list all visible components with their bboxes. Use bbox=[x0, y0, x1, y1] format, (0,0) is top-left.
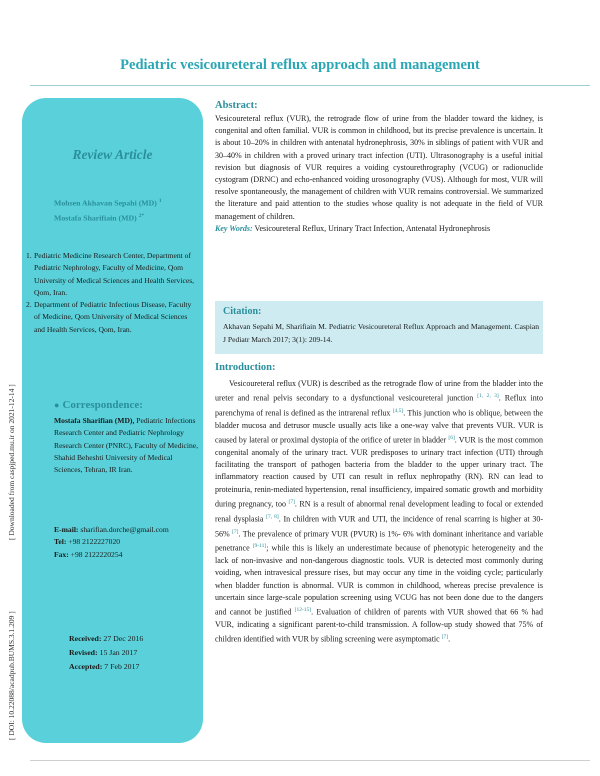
citation-ref: [7, 8] bbox=[266, 513, 279, 520]
citation-ref: [1, 2, 3] bbox=[477, 393, 499, 400]
revised-date: Revised: 15 Jan 2017 bbox=[69, 648, 138, 657]
article-dates bbox=[69, 632, 143, 674]
introduction-heading: Introduction: bbox=[215, 362, 276, 373]
citation-text: Akhavan Sepahi M, Sharifiain M. Pediatric Vesicoureteral Reflux Approach and Management. Caspian J Pediatr March 2017; 3(1): 209-14. bbox=[223, 322, 539, 344]
citation-ref: [12-15] bbox=[294, 607, 312, 614]
abstract-heading: Abstract: bbox=[215, 100, 258, 111]
citation-ref: [7] bbox=[441, 634, 449, 641]
page-title: Pediatric vesicoureteral reflux approach and management bbox=[120, 57, 480, 73]
citation-ref: [9-11] bbox=[252, 543, 267, 550]
intro-text-segment: . This junction who is oblique, between the bladder mucosa and detrusor muscle usually acts like a one-way valve that prevents VUR. VUR is caused by lateral or proximal dystopia of the orifice of ureter in bladder bbox=[215, 408, 543, 445]
keywords: Key Words: Vesicoureteral Reflux, Urinary Tract Infection, Antenatal Hydronephrosis bbox=[215, 223, 491, 233]
intro-text-segment: . The prevalence of primary VUR (PVUR) is 1%- 6% with dominant inheritance and variable penetrance bbox=[215, 529, 543, 554]
received-date: Received: 27 Dec 2016 bbox=[69, 634, 144, 643]
tel-line: Tel: +98 2122227020 bbox=[54, 537, 121, 547]
intro-text-segment: . Reflux into parenchyma of renal is defined as the intrarenal reflux bbox=[215, 393, 543, 418]
intro-text-segment: . RN is a result of abnormal renal development leading to focal or extended renal dysplasia bbox=[215, 499, 543, 524]
email-line: E-mail: sharifian.dorche@gmail.com bbox=[54, 525, 169, 534]
intro-text-segment: . bbox=[448, 634, 451, 644]
title-divider bbox=[30, 85, 590, 86]
accepted-date: Accepted: 7 Feb 2017 bbox=[69, 662, 140, 671]
author-2: Mostafa Sharifiain (MD) $^{2*}$ bbox=[54, 212, 145, 223]
correspondence-text: Mostafa Sharifian (MD), Pediatric Infections Research Center and Pediatric Nephrology Research Center (PNRC), Faculty of Medicine, Shahid Beheshti University of Medical Sciences, Tehran, IR Iran. bbox=[54, 416, 199, 475]
citation-ref: [7] bbox=[288, 498, 295, 505]
affiliations bbox=[26, 250, 196, 336]
fax-line: Fax: +98 2122220254 bbox=[54, 549, 123, 559]
article-type: Review Article bbox=[72, 147, 153, 162]
intro-text-segment: . VUR is the most common congenital anomaly of the urinary tract. VUR predisposes to urinary tract infection (UTI) through facilitating the transport of pathogen bacteria from the bladder to the upper urinary tract. The inflammatory reaction caused by UTI can result in reflux nephropathy (RN). RN can lead to proteinuria, renin-mediated hypertension, renal insufficiency, impaired somatic growth and morbidity during pregnancy, too bbox=[215, 435, 543, 509]
footer-rule bbox=[30, 760, 590, 761]
correspondence-heading: ● Correspondence: bbox=[54, 399, 143, 411]
citation-ref: [4,5] bbox=[392, 408, 404, 415]
download-note: [ Downloaded from caspjped.mu.ir on 2021-12-14 ] bbox=[7, 384, 16, 540]
contact-info bbox=[54, 524, 169, 561]
abstract-body bbox=[215, 113, 543, 235]
citation-ref: [6] bbox=[448, 435, 455, 442]
affiliation-2: 2. Department of Pediatric Infectious Disease, Faculty of Medicine, Qom University of Medical Sciences and Health Services, Qom, Iran. bbox=[26, 300, 192, 334]
affiliation-1: 1. Pediatric Medicine Research Center, Department of Pediatric Nephrology, Faculty of Medicine, Qom University of Medical Sciences and Health Services, Qom, Iran. bbox=[26, 251, 195, 297]
introduction-body bbox=[215, 378, 543, 646]
introduction-paragraph bbox=[215, 378, 543, 646]
intro-text-segment: Vesicoureteral reflux (VUR) is described as the retrograde flow of urine from the bladder into the ureter and renal pelvis secondary to a dysfunctional vesicoureteral junction bbox=[215, 379, 543, 403]
author-1: Mohsen Akhavan Sepahi (MD) $^1$ bbox=[54, 198, 162, 208]
citation-heading: Citation: bbox=[223, 306, 262, 317]
citation-ref: [7] bbox=[232, 528, 239, 535]
abstract-text: Vesicoureteral reflux (VUR), the retrograde flow of urine from the bladder toward the kidney, is congenital and often familial. VUR is common in childhood, but its precise prevalence is uncertain. It is about 10–20% in children with antenatal hydronephrosis, 30% in siblings of patient with VUR and 30–40% in children with a proved urinary tract infection (UTI). Ultrasonography is a useful initial revision but diagnosis of VUR requires a voiding cystourethrography (VCUG) or radionuclide cystogram (DRNC) and echo-enhanced voiding urosonography (VUS). Although for most, VUR will resolve spontaneously, the management of children with VUR remains controversial. We summarized the literature and paid attention to the studies whose quality is not adequate in the field of VUR management of children. bbox=[215, 114, 543, 221]
intro-text-segment: . In children with VUR and UTI, the incidence of renal scarring is higher at 30-56% bbox=[215, 514, 543, 539]
intro-text-segment: . Evaluation of children of parents with VUR showed that 66 % had VUR, indicating a significant parent-to-child transmission. A follow-up study showed that 75% of children identified with VUR by sibling screening were asymptomatic bbox=[215, 607, 543, 644]
bullet-icon: ● bbox=[54, 400, 60, 410]
doi-note: [ DOI: 10.22088/acadpub.BUMS.3.1.209 ] bbox=[7, 611, 16, 740]
intro-text-segment: ; while this is likely an underestimate because of phenotypic heterogeneity and the lack of non-invasive and non-dangerous diagnostic tools. VUR is detected most commonly during voiding, when intravesical pressure rises, but may occur any time in the voiding cycle; particularly when bladder function is abnormal. VUR is common in childhood, whereas precise prevalence is uncertain since large-scale population screening using VCUG has not been done due to the dangers and cannot be justified bbox=[215, 544, 544, 617]
citation-box bbox=[215, 301, 543, 354]
author-list bbox=[54, 195, 162, 224]
